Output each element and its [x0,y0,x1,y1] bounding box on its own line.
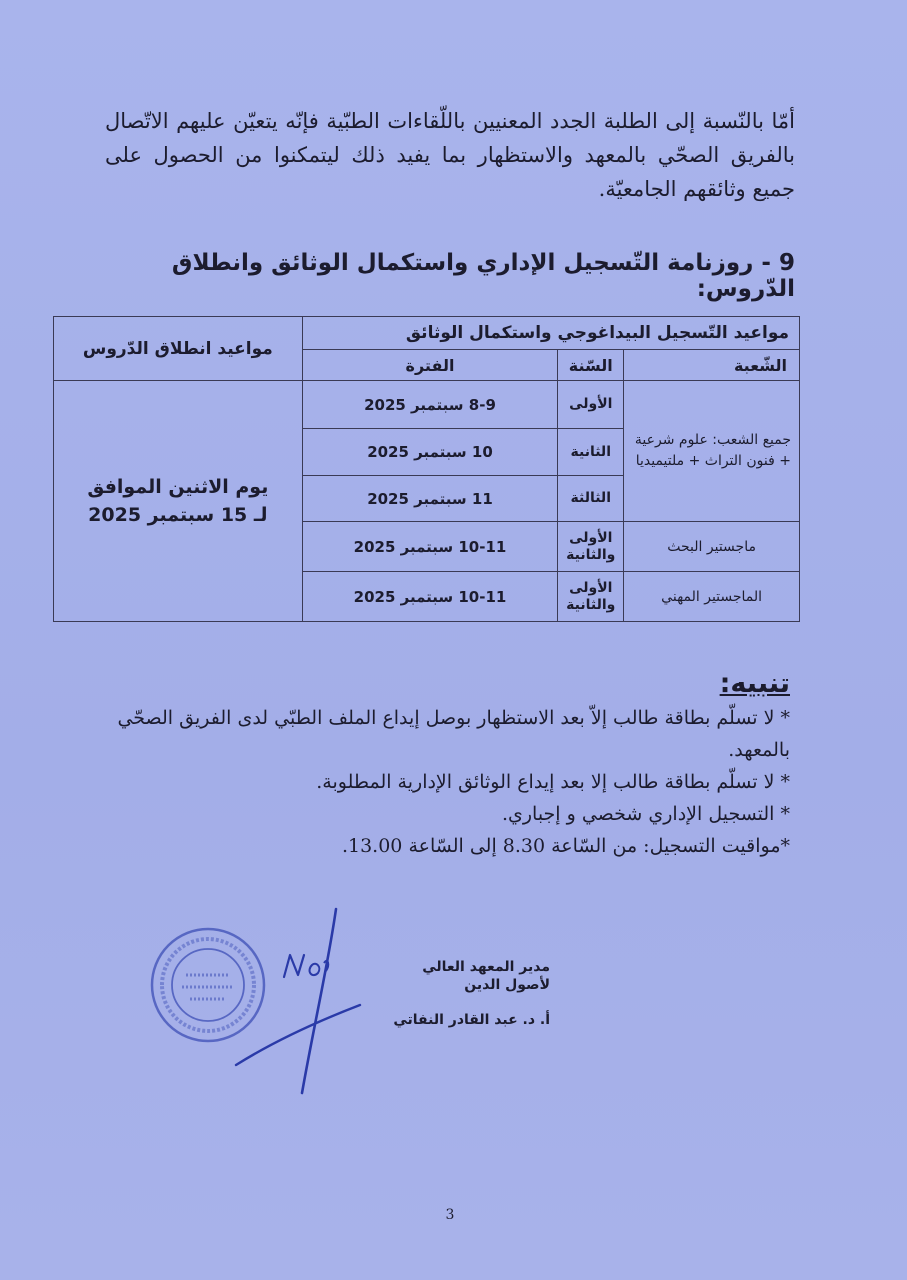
col-period-header: الفترة [302,350,558,381]
year-second: الثانية [558,429,624,476]
year-professional-master: الأولى والثانية [558,572,624,622]
period-third-year: 11 سبتمبر 2025 [302,476,558,522]
course-start-line1: يوم الاثنين الموافق [87,476,269,498]
year-first: الأولى [558,381,624,429]
header-course-start: مواعيد انطلاق الدّروس [54,317,303,381]
signatory-institution: لأصول الدين [464,977,550,993]
notice-item: * لا تسلّم بطاقة طالب إلا بعد إيداع الوثائق الإدارية المطلوبة. [316,771,790,793]
notice-title: تنبيه: [719,668,790,699]
year-third: الثالثة [558,476,624,522]
signatory-title: مدير المعهد العالي [422,959,550,975]
course-start-cell [54,381,303,622]
period-research-master: 10-11 سبتمبر 2025 [302,522,558,572]
branch-all-programs: جميع الشعب: علوم شرعية + فنون التراث + ملتيميديا [624,381,800,522]
col-year-header: السّنة [558,350,624,381]
section-heading: 9 - روزنامة التّسجيل الإداري واستكمال الوثائق وانطلاق الدّروس: [171,250,795,302]
signature-block [330,958,550,1028]
notice-item: * التسجيل الإداري شخصي و إجباري. [501,803,790,825]
signatory-name: أ. د. عبد القادر النفاتي [393,1012,550,1028]
notice-list [100,702,790,862]
col-branch-header: الشّعبة [624,350,800,381]
period-professional-master: 10-11 سبتمبر 2025 [302,572,558,622]
branch-professional-master: الماجستير المهني [624,572,800,622]
notice-item: * لا تسلّم بطاقة طالب إلاّ بعد الاستظهار بوصل إيداع الملف الطبّي لدى الفريق الصحّي بالمعهد. [117,707,790,761]
intro-paragraph: أمّا بالنّسبة إلى الطلبة الجدد المعنيين باللّقاءات الطبّية فإنّه يتعيّن عليهم الاتّصال بالفريق الصحّي بالمعهد والاستظهار بما يفيد ذلك ليتمكنوا من الحصول على جميع وثائقهم الجامعيّة. [105,109,795,201]
period-first-year: 8-9 سبتمبر 2025 [302,381,558,429]
year-research-master: الأولى والثانية [558,522,624,572]
course-start-line2: لـ 15 سبتمبر 2025 [88,504,268,526]
header-registration: مواعيد التّسجيل البيداغوجي واستكمال الوثائق [302,317,799,350]
page-number: 3 [445,1207,455,1223]
notice-item: *مواقيت التسجيل: من السّاعة 8.30 إلى السّاعة 13.00. [341,835,790,857]
schedule-table [53,316,800,622]
period-second-year: 10 سبتمبر 2025 [302,429,558,476]
branch-research-master: ماجستير البحث [624,522,800,572]
